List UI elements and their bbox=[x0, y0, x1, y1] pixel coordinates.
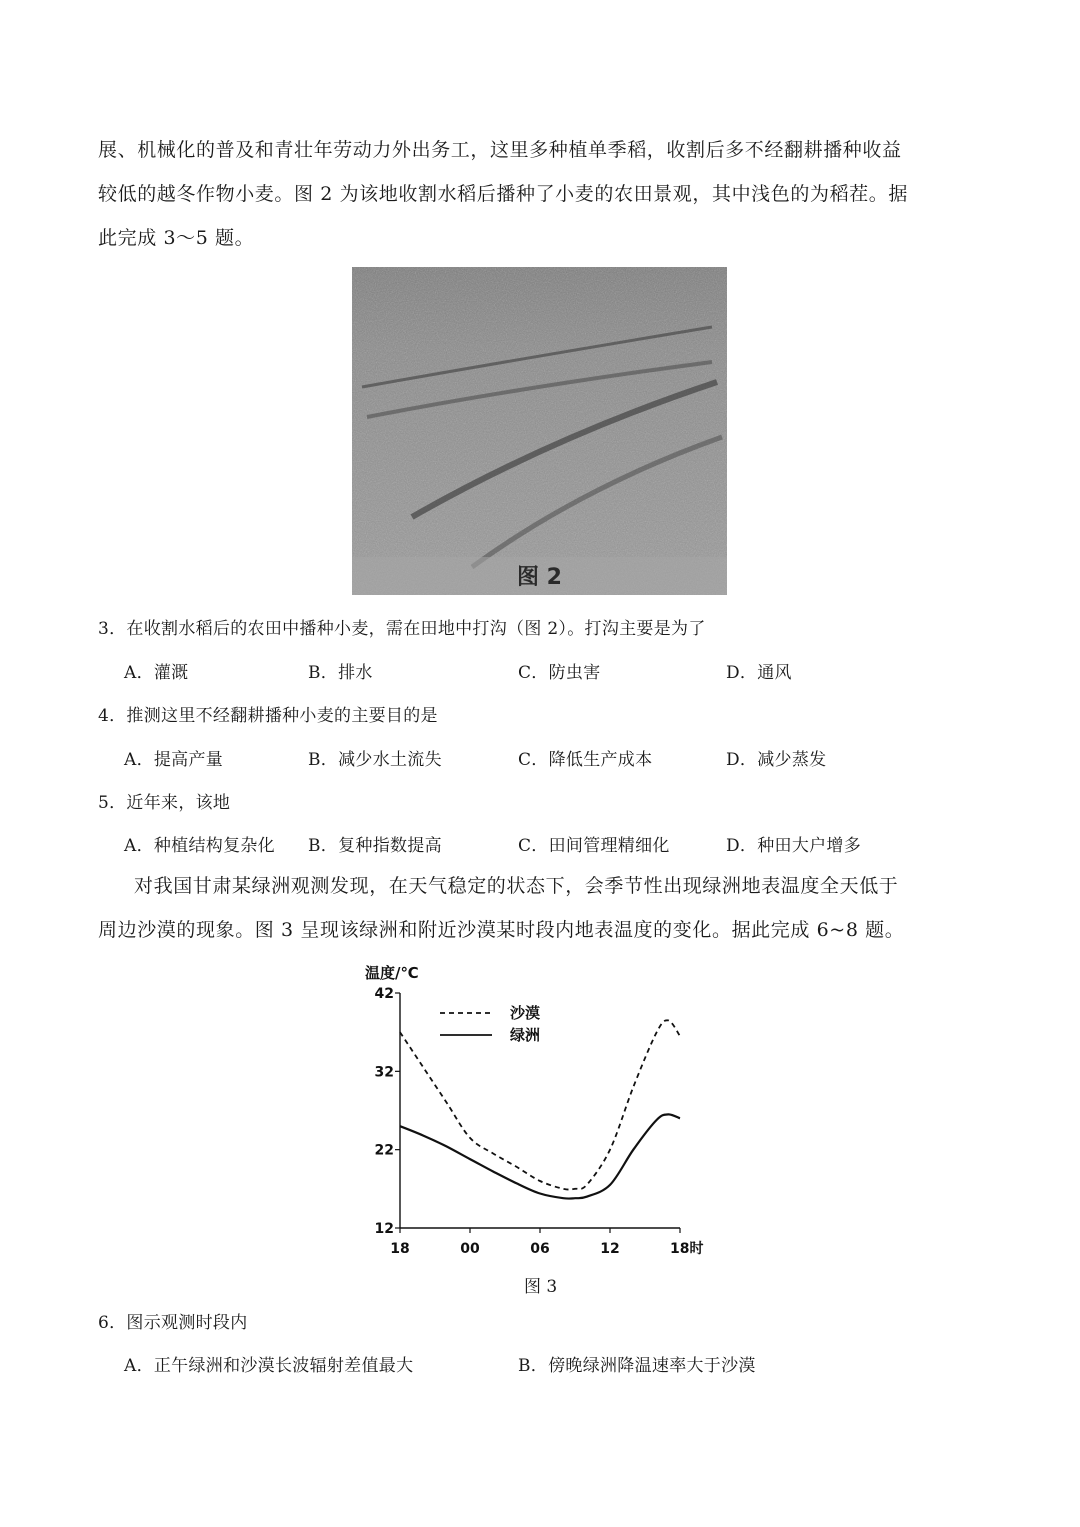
y-tick-label: 12 bbox=[374, 1221, 394, 1237]
option-a: A．提高产量 bbox=[124, 750, 224, 770]
question-3-options bbox=[124, 658, 1024, 684]
option-b: B．排水 bbox=[308, 663, 373, 683]
question-6-options bbox=[124, 1351, 1024, 1377]
question-5-stem: 5．近年来，该地 bbox=[98, 793, 231, 813]
y-tick-label: 32 bbox=[374, 1064, 394, 1081]
x-tick-label: 00 bbox=[460, 1241, 480, 1257]
series-desert-line bbox=[400, 1020, 680, 1189]
option-a: A．灌溉 bbox=[124, 663, 189, 683]
option-a: A．种植结构复杂化 bbox=[124, 836, 275, 856]
intro-line: 展、机械化的普及和青壮年劳动力外出务工，这里多种植单季稻，收割后多不经翻耕播种收益 bbox=[98, 139, 902, 161]
series-oasis-line bbox=[400, 1114, 680, 1198]
intro-line: 此完成 3～5 题。 bbox=[98, 227, 255, 249]
y-tick-label: 22 bbox=[374, 1142, 394, 1159]
option-b: B．傍晚绿洲降温速率大于沙漠 bbox=[518, 1356, 756, 1376]
figure-2-photo bbox=[352, 267, 727, 595]
x-tick-label: 18 bbox=[390, 1241, 410, 1257]
option-d: D．减少蒸发 bbox=[726, 750, 827, 770]
question-4-options bbox=[124, 745, 1024, 771]
intro-paragraph-2 bbox=[98, 864, 988, 952]
intro-paragraph bbox=[98, 128, 988, 260]
question-4-stem: 4．推测这里不经翻耕播种小麦的主要目的是 bbox=[98, 706, 438, 726]
option-a: A．正午绿洲和沙漠长波辐射差值最大 bbox=[124, 1356, 414, 1376]
y-axis-label: 温度/℃ bbox=[365, 964, 419, 982]
question-6-stem: 6．图示观测时段内 bbox=[98, 1313, 248, 1333]
figure-3-caption: 图 3 bbox=[524, 1277, 558, 1297]
option-b: B．减少水土流失 bbox=[308, 750, 442, 770]
intro-line: 较低的越冬作物小麦。图 2 为该地收割水稻后播种了小麦的农田景观，其中浅色的为稻茬。据 bbox=[98, 183, 908, 205]
option-b: B．复种指数提高 bbox=[308, 836, 442, 856]
figure-2-caption: 图 2 bbox=[517, 565, 562, 590]
y-ticks bbox=[375, 986, 400, 1237]
intro-line: 对我国甘肃某绿洲观测发现，在天气稳定的状态下，会季节性出现绿洲地表温度全天低于 bbox=[134, 875, 899, 897]
legend-oasis-label: 绿洲 bbox=[510, 1026, 541, 1044]
field-photo-image bbox=[352, 267, 727, 595]
x-tick-label: 06 bbox=[530, 1241, 550, 1257]
legend bbox=[440, 1004, 540, 1044]
option-c: C．降低生产成本 bbox=[518, 750, 653, 770]
option-d: D．种田大户增多 bbox=[726, 836, 862, 856]
x-tick-label: 18时 bbox=[670, 1241, 704, 1257]
series-lines bbox=[400, 1020, 680, 1198]
option-c: C．田间管理精细化 bbox=[518, 836, 670, 856]
intro-line: 周边沙漠的现象。图 3 呈现该绿洲和附近沙漠某时段内地表温度的变化。据此完成 6~8 题。 bbox=[98, 919, 905, 941]
x-ticks bbox=[390, 1228, 703, 1257]
x-tick-label: 12 bbox=[600, 1241, 620, 1257]
y-tick-label: 42 bbox=[374, 986, 394, 1002]
option-d: D．通风 bbox=[726, 663, 792, 683]
option-c: C．防虫害 bbox=[518, 663, 601, 683]
question-3-stem: 3．在收割水稻后的农田中播种小麦，需在田地中打沟（图 2）。打沟主要是为了 bbox=[98, 619, 706, 639]
legend-desert-label: 沙漠 bbox=[510, 1004, 541, 1022]
figure-3-chart bbox=[360, 960, 730, 1260]
question-5-options bbox=[124, 831, 1024, 857]
